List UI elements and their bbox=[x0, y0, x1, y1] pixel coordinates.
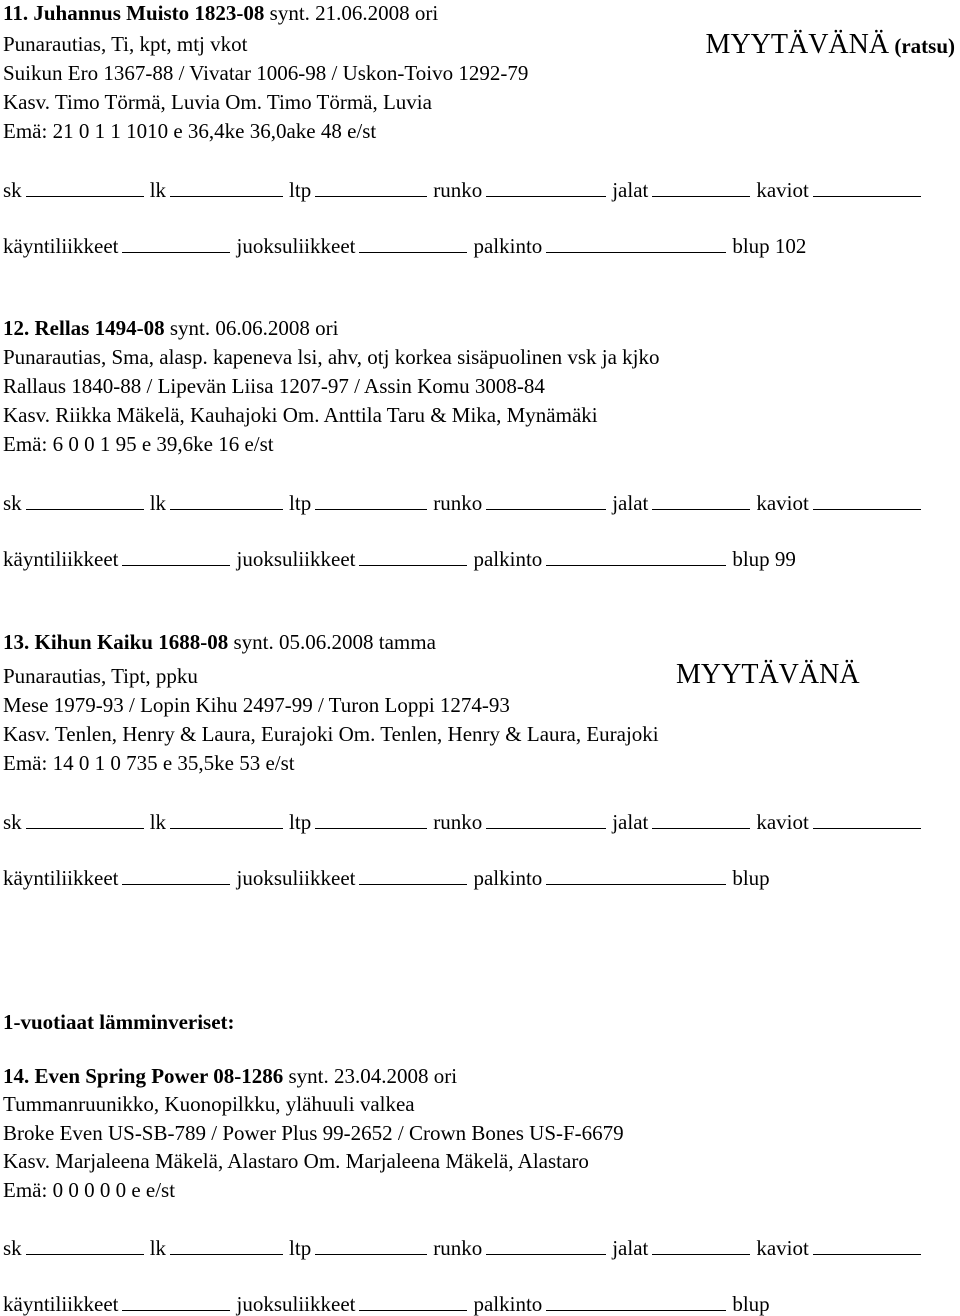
label-jalat: jalat bbox=[612, 491, 649, 515]
entry-13-blup: blup bbox=[732, 866, 770, 890]
entry-13-score-row-1 bbox=[3, 810, 927, 833]
entry-14-score-row-2 bbox=[3, 1292, 770, 1315]
entry-13-breeder: Kasv. Tenlen, Henry & Laura, Eurajoki Om. Tenlen, Henry & Laura, Eurajoki bbox=[3, 722, 659, 746]
label-lk: lk bbox=[149, 1236, 167, 1260]
entry-12-breeder: Kasv. Riikka Mäkelä, Kauhajoki Om. Anttila Taru & Mika, Mynämäki bbox=[3, 403, 598, 427]
field-sk[interactable] bbox=[26, 178, 144, 197]
field-juoksuliikkeet[interactable] bbox=[359, 866, 467, 885]
entry-14-score-row-1 bbox=[3, 1236, 927, 1259]
label-lk: lk bbox=[149, 810, 167, 834]
field-sk[interactable] bbox=[26, 1236, 144, 1255]
label-juoksuliikkeet: juoksuliikkeet bbox=[236, 866, 356, 890]
field-kayntiliikkeet[interactable] bbox=[122, 1292, 230, 1311]
field-juoksuliikkeet[interactable] bbox=[359, 547, 467, 566]
entry-11-score-row-2 bbox=[3, 234, 806, 257]
field-kaviot[interactable] bbox=[813, 1236, 921, 1255]
label-kaviot: kaviot bbox=[756, 1236, 809, 1260]
field-lk[interactable] bbox=[170, 1236, 283, 1255]
field-lk[interactable] bbox=[170, 810, 283, 829]
entry-12-name: 12. Rellas 1494-08 bbox=[3, 316, 165, 340]
entry-13-heading bbox=[3, 632, 436, 653]
entry-12-pedigree: Rallaus 1840-88 / Lipevän Liisa 1207-97 / Assin Komu 3008-84 bbox=[3, 374, 545, 398]
field-ltp[interactable] bbox=[315, 491, 427, 510]
entry-12-heading bbox=[3, 318, 338, 339]
label-runko: runko bbox=[433, 178, 483, 202]
field-jalat[interactable] bbox=[652, 810, 750, 829]
label-lk: lk bbox=[149, 491, 167, 515]
entry-13-color: Punarautias, Tipt, ppku bbox=[3, 664, 198, 688]
entry-12-color: Punarautias, Sma, alasp. kapeneva lsi, ahv, otj korkea sisäpuolinen vsk ja kjko bbox=[3, 345, 660, 369]
label-lk: lk bbox=[149, 178, 167, 202]
entry-11-score-row-1 bbox=[3, 178, 927, 201]
field-kayntiliikkeet[interactable] bbox=[122, 547, 230, 566]
field-runko[interactable] bbox=[486, 491, 606, 510]
label-kaviot: kaviot bbox=[756, 491, 809, 515]
entry-13-name: 13. Kihun Kaiku 1688-08 bbox=[3, 630, 229, 654]
entry-11-name: 11. Juhannus Muisto 1823-08 bbox=[3, 1, 265, 25]
field-sk[interactable] bbox=[26, 810, 144, 829]
label-ltp: ltp bbox=[289, 1236, 312, 1260]
entry-11-sale-badge bbox=[706, 31, 955, 59]
section-heading: 1-vuotiaat lämminveriset: bbox=[3, 1010, 235, 1034]
field-ltp[interactable] bbox=[315, 178, 427, 197]
field-kaviot[interactable] bbox=[813, 810, 921, 829]
entry-14-heading bbox=[3, 1066, 457, 1087]
sale-label: MYYTÄVÄNÄ bbox=[676, 659, 860, 690]
entry-11-blup: blup 102 bbox=[732, 234, 807, 258]
field-juoksuliikkeet[interactable] bbox=[359, 1292, 467, 1311]
field-lk[interactable] bbox=[170, 178, 283, 197]
entry-14-breeder: Kasv. Marjaleena Mäkelä, Alastaro Om. Marjaleena Mäkelä, Alastaro bbox=[3, 1149, 589, 1173]
field-palkinto[interactable] bbox=[546, 1292, 726, 1311]
entry-14-pedigree: Broke Even US-SB-789 / Power Plus 99-2652 / Crown Bones US-F-6679 bbox=[3, 1121, 624, 1145]
label-juoksuliikkeet: juoksuliikkeet bbox=[236, 547, 356, 571]
label-ltp: ltp bbox=[289, 178, 312, 202]
entry-11-breeder: Kasv. Timo Törmä, Luvia Om. Timo Törmä, Luvia bbox=[3, 90, 432, 114]
label-jalat: jalat bbox=[612, 810, 649, 834]
field-ltp[interactable] bbox=[315, 810, 427, 829]
label-kayntiliikkeet: käyntiliikkeet bbox=[3, 234, 119, 258]
label-ltp: ltp bbox=[289, 810, 312, 834]
entry-13-pedigree: Mese 1979-93 / Lopin Kihu 2497-99 / Turon Loppi 1274-93 bbox=[3, 693, 510, 717]
entry-14-birth: synt. 23.04.2008 ori bbox=[283, 1064, 458, 1088]
label-juoksuliikkeet: juoksuliikkeet bbox=[236, 234, 356, 258]
label-kayntiliikkeet: käyntiliikkeet bbox=[3, 547, 119, 571]
entry-12-score-row-1 bbox=[3, 491, 927, 514]
entry-11-dam: Emä: 21 0 1 1 1010 e 36,4ke 36,0ake 48 e/st bbox=[3, 119, 377, 143]
sale-suffix: (ratsu) bbox=[889, 34, 955, 58]
label-sk: sk bbox=[3, 178, 22, 202]
field-ltp[interactable] bbox=[315, 1236, 427, 1255]
entry-12-birth: synt. 06.06.2008 ori bbox=[164, 316, 339, 340]
field-kayntiliikkeet[interactable] bbox=[122, 234, 230, 253]
field-palkinto[interactable] bbox=[546, 866, 726, 885]
label-runko: runko bbox=[433, 491, 483, 515]
entry-14-dam: Emä: 0 0 0 0 0 e e/st bbox=[3, 1178, 176, 1202]
field-palkinto[interactable] bbox=[546, 547, 726, 566]
field-sk[interactable] bbox=[26, 491, 144, 510]
label-palkinto: palkinto bbox=[473, 1292, 543, 1316]
label-ltp: ltp bbox=[289, 491, 312, 515]
label-palkinto: palkinto bbox=[473, 234, 543, 258]
field-runko[interactable] bbox=[486, 810, 606, 829]
entry-14-name: 14. Even Spring Power 08-1286 bbox=[3, 1064, 284, 1088]
field-kayntiliikkeet[interactable] bbox=[122, 866, 230, 885]
field-juoksuliikkeet[interactable] bbox=[359, 234, 467, 253]
label-runko: runko bbox=[433, 1236, 483, 1260]
label-sk: sk bbox=[3, 810, 22, 834]
entry-12-score-row-2 bbox=[3, 547, 796, 570]
label-runko: runko bbox=[433, 810, 483, 834]
label-kayntiliikkeet: käyntiliikkeet bbox=[3, 1292, 119, 1316]
entry-11-birth: synt. 21.06.2008 ori bbox=[264, 1, 439, 25]
label-kaviot: kaviot bbox=[756, 178, 809, 202]
entry-11-color: Punarautias, Ti, kpt, mtj vkot bbox=[3, 32, 248, 56]
entry-13-score-row-2 bbox=[3, 866, 770, 889]
label-sk: sk bbox=[3, 491, 22, 515]
entry-11-heading bbox=[3, 3, 438, 24]
entry-13-birth: synt. 05.06.2008 tamma bbox=[228, 630, 436, 654]
entry-14-color: Tummanruunikko, Kuonopilkku, ylähuuli valkea bbox=[3, 1092, 415, 1116]
field-jalat[interactable] bbox=[652, 178, 750, 197]
sale-label: MYYTÄVÄNÄ bbox=[705, 29, 890, 60]
label-palkinto: palkinto bbox=[473, 547, 543, 571]
entry-11-pedigree: Suikun Ero 1367-88 / Vivatar 1006-98 / Uskon-Toivo 1292-79 bbox=[3, 61, 529, 85]
label-juoksuliikkeet: juoksuliikkeet bbox=[236, 1292, 356, 1316]
entry-12-dam: Emä: 6 0 0 1 95 e 39,6ke 16 e/st bbox=[3, 432, 274, 456]
field-runko[interactable] bbox=[486, 178, 606, 197]
entry-14-blup: blup bbox=[732, 1292, 770, 1316]
field-palkinto[interactable] bbox=[546, 234, 726, 253]
field-jalat[interactable] bbox=[652, 1236, 750, 1255]
field-kaviot[interactable] bbox=[813, 178, 921, 197]
field-runko[interactable] bbox=[486, 1236, 606, 1255]
entry-13-dam: Emä: 14 0 1 0 735 e 35,5ke 53 e/st bbox=[3, 751, 295, 775]
label-jalat: jalat bbox=[612, 1236, 649, 1260]
field-lk[interactable] bbox=[170, 491, 283, 510]
entry-12-blup: blup 99 bbox=[732, 547, 796, 571]
entry-13-sale-badge bbox=[676, 661, 860, 689]
label-sk: sk bbox=[3, 1236, 22, 1260]
field-jalat[interactable] bbox=[652, 491, 750, 510]
field-kaviot[interactable] bbox=[813, 491, 921, 510]
label-jalat: jalat bbox=[612, 178, 649, 202]
label-kaviot: kaviot bbox=[756, 810, 809, 834]
label-palkinto: palkinto bbox=[473, 866, 543, 890]
label-kayntiliikkeet: käyntiliikkeet bbox=[3, 866, 119, 890]
